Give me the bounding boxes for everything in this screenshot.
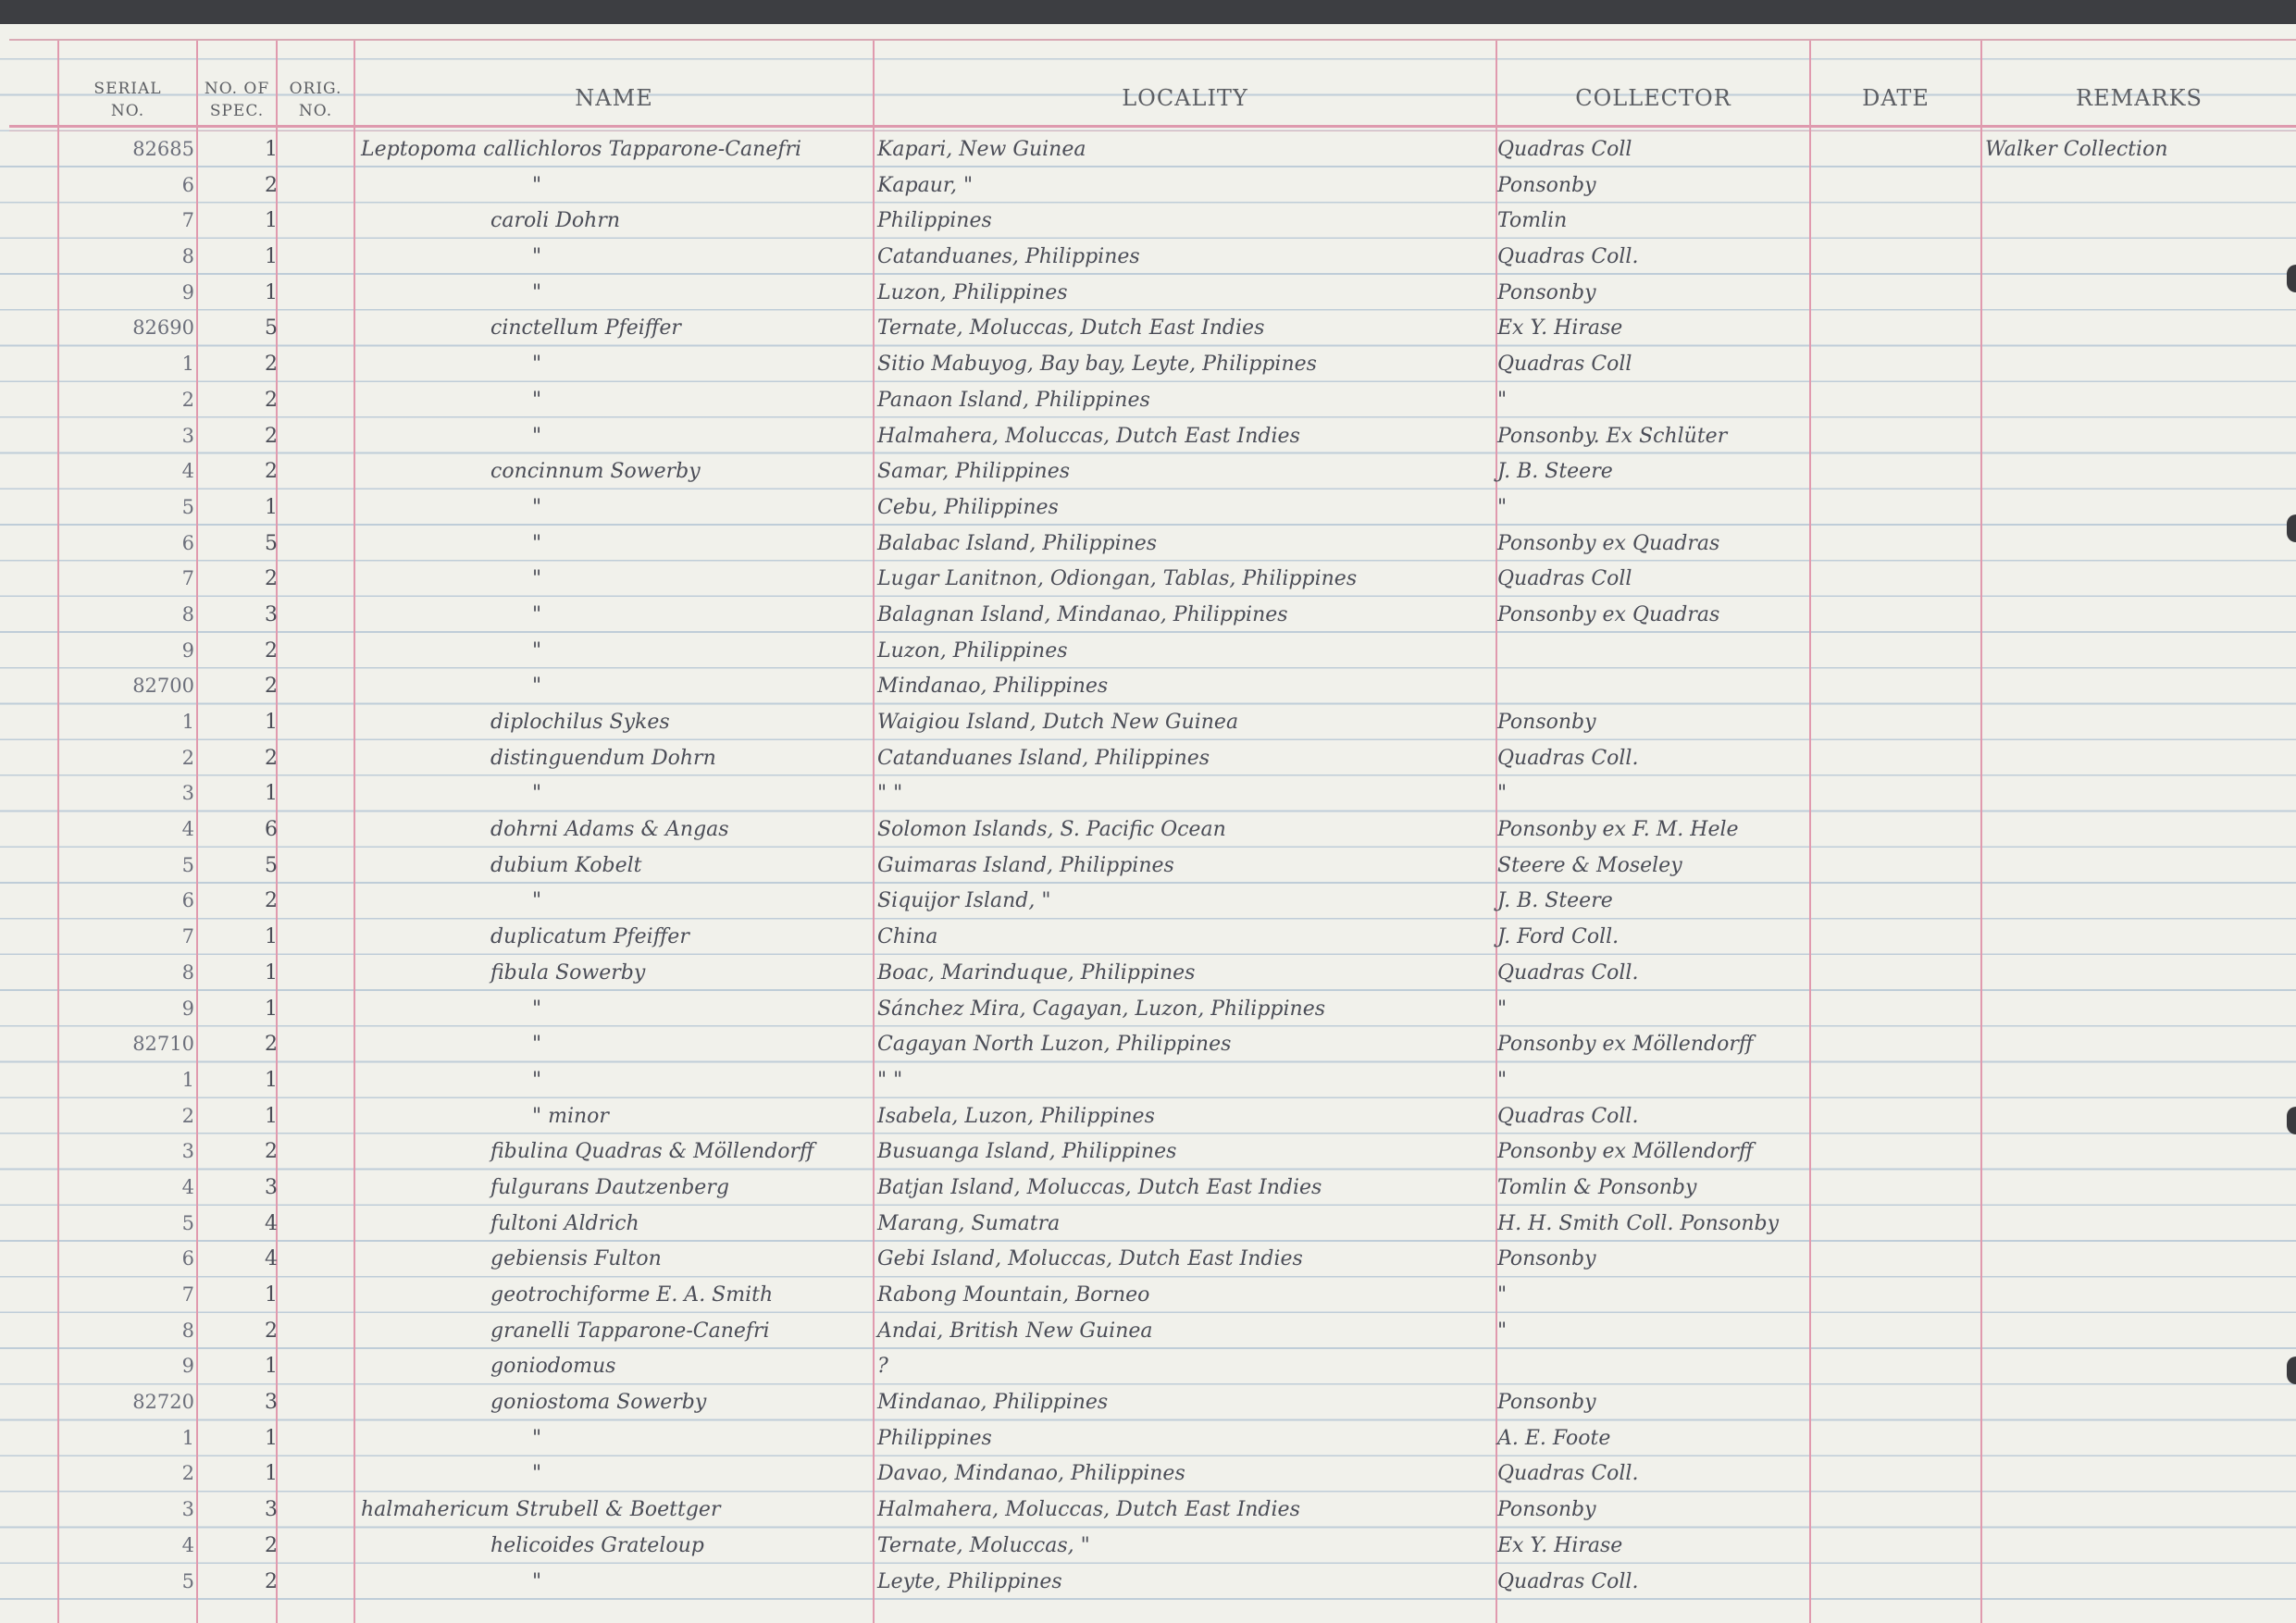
serial-cell: 82685 (132, 138, 194, 160)
spec-count-cell: 3 (265, 1498, 278, 1522)
species-name-cell: caroli Dohrn (490, 209, 621, 233)
header-serial-line1: SERIAL (93, 80, 162, 98)
sheet-top-rule (9, 39, 2296, 41)
collector-cell: Ponsonby (1497, 711, 1596, 734)
collector-cell: Ponsonby ex Möllendorff (1497, 1033, 1754, 1057)
serial-cell: 82700 (132, 675, 194, 698)
header-serial-no (59, 78, 196, 122)
table-row (0, 242, 2296, 278)
collector-cell: Quadras Coll. (1497, 960, 1639, 985)
collector-cell: Ex Y. Hirase (1497, 316, 1623, 341)
table-row (0, 600, 2296, 636)
species-name-cell: granelli Tapparone-Canefri (490, 1319, 770, 1343)
serial-cell: 6 (181, 1247, 194, 1270)
spec-count-cell: 1 (265, 782, 278, 806)
table-row (0, 636, 2296, 672)
collector-cell: Tomlin & Ponsonby (1497, 1175, 1697, 1199)
spec-count-cell: 2 (265, 567, 278, 591)
header-date: DATE (1862, 85, 1930, 111)
spec-count-cell: 1 (265, 925, 278, 949)
serial-cell: 2 (181, 1104, 194, 1127)
header-no-of-spec (198, 78, 276, 122)
serial-cell: 6 (181, 889, 194, 912)
locality-cell: Kapaur, " (877, 173, 974, 197)
spec-count-cell: 2 (265, 388, 278, 412)
serial-cell: 2 (181, 388, 194, 411)
table-row (0, 1423, 2296, 1459)
spec-count-cell: 1 (265, 280, 278, 304)
collector-cell: Quadras Coll (1497, 353, 1632, 377)
locality-cell: Luzon, Philippines (877, 638, 1068, 663)
serial-cell: 9 (181, 1355, 194, 1378)
table-row (0, 205, 2296, 242)
collector-cell: Ponsonby (1497, 1247, 1596, 1271)
spec-count-cell: 2 (265, 173, 278, 197)
locality-cell: Catanduanes Island, Philippines (877, 746, 1210, 770)
spec-count-cell: 3 (265, 602, 278, 626)
collector-cell: Quadras Coll. (1497, 1569, 1639, 1593)
table-row (0, 456, 2296, 492)
table-row (0, 349, 2296, 385)
serial-cell: 7 (181, 1283, 194, 1306)
spec-count-cell: 1 (265, 209, 278, 233)
locality-cell: Balagnan Island, Mindanao, Philippines (877, 602, 1288, 626)
spec-count-cell: 2 (265, 1140, 278, 1164)
spec-count-cell: 2 (265, 1033, 278, 1057)
locality-cell: Balabac Island, Philippines (877, 531, 1158, 555)
header-spec-line2: SPEC. (209, 102, 265, 120)
species-name-cell: " (532, 1569, 542, 1593)
collector-cell: " (1497, 997, 1508, 1021)
species-name-cell: goniodomus (490, 1355, 616, 1379)
serial-cell: 3 (181, 1140, 194, 1163)
table-row (0, 385, 2296, 421)
spec-count-cell: 2 (265, 460, 278, 484)
spec-count-cell: 2 (265, 889, 278, 913)
collector-cell: " (1497, 1068, 1508, 1092)
species-name-cell: " (532, 638, 542, 663)
collector-cell: A. E. Foote (1497, 1426, 1611, 1450)
species-name-cell: goniostoma Sowerby (490, 1391, 707, 1415)
collector-cell: Steere & Moseley (1497, 853, 1682, 877)
serial-cell: 1 (181, 353, 194, 376)
spec-count-cell: 1 (265, 1104, 278, 1128)
species-name-cell: " (532, 997, 542, 1021)
table-row (0, 922, 2296, 958)
locality-cell: Lugar Lanitnon, Odiongan, Tablas, Philippines (877, 567, 1358, 591)
spec-count-cell: 1 (265, 1068, 278, 1092)
table-row (0, 1530, 2296, 1567)
header-spec-line1: NO. OF (204, 80, 270, 98)
collector-cell: Ponsonby. Ex Schlüter (1497, 424, 1728, 448)
locality-cell: Halmahera, Moluccas, Dutch East Indies (877, 424, 1300, 448)
spec-count-cell: 2 (265, 424, 278, 448)
locality-cell: Mindanao, Philippines (877, 675, 1109, 699)
header-orig-line2: NO. (298, 102, 333, 120)
table-row (0, 1387, 2296, 1423)
serial-cell: 82720 (132, 1391, 194, 1414)
serial-cell: 3 (181, 424, 194, 447)
serial-cell: 5 (181, 495, 194, 518)
collector-cell: J. B. Steere (1497, 460, 1613, 484)
species-name-cell: " (532, 1068, 542, 1092)
table-row (0, 1136, 2296, 1172)
spec-count-cell: 1 (265, 1283, 278, 1307)
locality-cell: China (877, 925, 938, 949)
table-row (0, 1316, 2296, 1352)
spec-count-cell: 5 (265, 853, 278, 877)
locality-cell: Samar, Philippines (877, 460, 1071, 484)
species-name-cell: " (532, 424, 542, 448)
collector-cell: Ponsonby (1497, 280, 1596, 304)
collector-cell: " (1497, 1283, 1508, 1307)
species-name-cell: " (532, 388, 542, 412)
table-row (0, 850, 2296, 886)
locality-cell: Siquijor Island, " (877, 889, 1051, 913)
species-name-cell: " (532, 531, 542, 555)
serial-cell: 8 (181, 245, 194, 268)
spec-count-cell: 3 (265, 1391, 278, 1415)
table-row (0, 1244, 2296, 1280)
table-row (0, 958, 2296, 994)
table-row (0, 814, 2296, 850)
collector-cell: J. Ford Coll. (1497, 925, 1620, 949)
collector-cell: Ponsonby ex Quadras (1497, 531, 1720, 555)
locality-cell: Ternate, Moluccas, Dutch East Indies (877, 316, 1265, 341)
locality-cell: Waigiou Island, Dutch New Guinea (877, 711, 1239, 734)
spec-count-cell: 2 (265, 1319, 278, 1343)
species-name-cell: Leptopoma callichloros Tapparone-Canefri (361, 138, 802, 161)
serial-cell: 3 (181, 1498, 194, 1521)
species-name-cell: dubium Kobelt (490, 853, 642, 877)
table-row (0, 671, 2296, 707)
collector-cell: Quadras Coll. (1497, 245, 1639, 269)
table-row (0, 1494, 2296, 1530)
serial-cell: 8 (181, 602, 194, 626)
header-locality: LOCALITY (1122, 85, 1248, 111)
species-name-cell: " (532, 173, 542, 197)
species-name-cell: concinnum Sowerby (490, 460, 701, 484)
locality-cell: Halmahera, Moluccas, Dutch East Indies (877, 1498, 1300, 1522)
serial-cell: 7 (181, 209, 194, 232)
collector-cell: Ponsonby (1497, 1498, 1596, 1522)
species-name-cell: " (532, 495, 542, 519)
serial-cell: 1 (181, 711, 194, 733)
header-orig-no (278, 78, 354, 122)
collector-cell: " (1497, 495, 1508, 519)
species-name-cell: fulgurans Dautzenberg (490, 1175, 729, 1199)
serial-cell: 82690 (132, 316, 194, 340)
collector-cell: Quadras Coll. (1497, 1104, 1639, 1128)
collector-cell: Quadras Coll (1497, 567, 1632, 591)
serial-cell: 6 (181, 531, 194, 554)
locality-cell: " " (877, 1068, 903, 1092)
locality-cell: Sitio Mabuyog, Bay bay, Leyte, Philippines (877, 353, 1317, 377)
table-row (0, 421, 2296, 457)
spec-count-cell: 1 (265, 1426, 278, 1450)
species-name-cell: " (532, 782, 542, 806)
spec-count-cell: 1 (265, 138, 278, 161)
table-row (0, 134, 2296, 170)
collector-cell: Quadras Coll (1497, 138, 1632, 161)
locality-cell: ? (877, 1355, 888, 1379)
serial-cell: 4 (181, 460, 194, 483)
table-row (0, 886, 2296, 922)
collector-cell: " (1497, 1319, 1508, 1343)
table-row (0, 1101, 2296, 1137)
collector-cell: Ponsonby (1497, 1391, 1596, 1415)
species-name-cell: gebiensis Fulton (490, 1247, 662, 1271)
locality-cell: Busuanga Island, Philippines (877, 1140, 1177, 1164)
locality-cell: " " (877, 782, 903, 806)
spec-count-cell: 1 (265, 997, 278, 1021)
species-name-cell: duplicatum Pfeiffer (490, 925, 689, 949)
header-orig-line1: ORIG. (289, 80, 342, 98)
serial-cell: 4 (181, 1533, 194, 1556)
species-name-cell: " minor (532, 1104, 609, 1128)
remarks-cell: Walker Collection (1985, 138, 2168, 161)
species-name-cell: " (532, 245, 542, 269)
locality-cell: Isabela, Luzon, Philippines (877, 1104, 1155, 1128)
table-row (0, 278, 2296, 314)
spec-count-cell: 2 (265, 1569, 278, 1593)
table-row (0, 1567, 2296, 1603)
serial-cell: 9 (181, 638, 194, 662)
collector-cell: Ponsonby (1497, 173, 1596, 197)
serial-cell: 4 (181, 818, 194, 841)
serial-cell: 9 (181, 280, 194, 304)
collector-cell: Ponsonby ex Möllendorff (1497, 1140, 1754, 1164)
spec-count-cell: 5 (265, 531, 278, 555)
collector-cell: Ex Y. Hirase (1497, 1533, 1623, 1557)
spec-count-cell: 2 (265, 353, 278, 377)
serial-cell: 5 (181, 1569, 194, 1592)
header-rule-thin (9, 130, 2296, 131)
collector-cell: " (1497, 388, 1508, 412)
table-row (0, 1065, 2296, 1101)
locality-cell: Solomon Islands, S. Pacific Ocean (877, 818, 1226, 842)
spec-count-cell: 1 (265, 960, 278, 985)
locality-cell: Kapari, New Guinea (877, 138, 1086, 161)
table-row (0, 1208, 2296, 1245)
serial-cell: 3 (181, 782, 194, 805)
spec-count-cell: 1 (265, 1462, 278, 1486)
table-row (0, 1351, 2296, 1387)
header-rule (9, 125, 2296, 128)
table-row (0, 994, 2296, 1030)
serial-cell: 82710 (132, 1033, 194, 1056)
ledger-rows (0, 134, 2296, 1602)
locality-cell: Ternate, Moluccas, " (877, 1533, 1090, 1557)
serial-cell: 6 (181, 173, 194, 196)
header-collector: COLLECTOR (1575, 85, 1731, 111)
species-name-cell: cinctellum Pfeiffer (490, 316, 681, 341)
spec-count-cell: 4 (265, 1247, 278, 1271)
table-row (0, 1172, 2296, 1208)
collector-cell: Quadras Coll. (1497, 746, 1639, 770)
spec-count-cell: 2 (265, 638, 278, 663)
header-serial-line2: NO. (110, 102, 145, 120)
header-remarks: REMARKS (2076, 85, 2203, 111)
species-name-cell: " (532, 1462, 542, 1486)
locality-cell: Philippines (877, 1426, 992, 1450)
collector-cell: J. B. Steere (1497, 889, 1613, 913)
table-row (0, 313, 2296, 349)
spec-count-cell: 6 (265, 818, 278, 842)
species-name-cell: " (532, 353, 542, 377)
serial-cell: 4 (181, 1175, 194, 1198)
spec-count-cell: 5 (265, 316, 278, 341)
locality-cell: Luzon, Philippines (877, 280, 1068, 304)
collector-cell: Ponsonby ex F. M. Hele (1497, 818, 1739, 842)
spec-count-cell: 2 (265, 746, 278, 770)
table-row (0, 528, 2296, 564)
locality-cell: Guimaras Island, Philippines (877, 853, 1174, 877)
locality-cell: Cagayan North Luzon, Philippines (877, 1033, 1232, 1057)
locality-cell: Mindanao, Philippines (877, 1391, 1109, 1415)
locality-cell: Marang, Sumatra (877, 1211, 1061, 1235)
spec-count-cell: 3 (265, 1175, 278, 1199)
species-name-cell: " (532, 567, 542, 591)
serial-cell: 9 (181, 997, 194, 1020)
serial-cell: 1 (181, 1068, 194, 1091)
serial-cell: 8 (181, 960, 194, 984)
locality-cell: Batjan Island, Moluccas, Dutch East Indies (877, 1175, 1322, 1199)
locality-cell: Gebi Island, Moluccas, Dutch East Indies (877, 1247, 1303, 1271)
locality-cell: Cebu, Philippines (877, 495, 1059, 519)
serial-cell: 1 (181, 1426, 194, 1449)
serial-cell: 7 (181, 567, 194, 590)
species-name-cell: dohrni Adams & Angas (490, 818, 729, 842)
species-name-cell: " (532, 602, 542, 626)
locality-cell: Catanduanes, Philippines (877, 245, 1140, 269)
species-name-cell: " (532, 280, 542, 304)
serial-cell: 5 (181, 1211, 194, 1234)
table-row (0, 1458, 2296, 1494)
serial-cell: 2 (181, 746, 194, 769)
species-name-cell: fibulina Quadras & Möllendorff (490, 1140, 814, 1164)
table-row (0, 492, 2296, 528)
serial-cell: 7 (181, 925, 194, 948)
locality-cell: Philippines (877, 209, 992, 233)
table-row (0, 707, 2296, 743)
species-name-cell: helicoides Grateloup (490, 1533, 704, 1557)
species-name-cell: " (532, 1426, 542, 1450)
collector-cell: H. H. Smith Coll. Ponsonby (1497, 1211, 1779, 1235)
serial-cell: 8 (181, 1319, 194, 1342)
species-name-cell: distinguendum Dohrn (490, 746, 716, 770)
collector-cell: Tomlin (1497, 209, 1568, 233)
serial-cell: 2 (181, 1462, 194, 1485)
serial-cell: 5 (181, 853, 194, 876)
table-row (0, 1029, 2296, 1065)
header-name: NAME (575, 85, 653, 111)
table-row (0, 170, 2296, 206)
locality-cell: Rabong Mountain, Borneo (877, 1283, 1150, 1307)
spec-count-cell: 1 (265, 495, 278, 519)
spec-count-cell: 2 (265, 1533, 278, 1557)
spec-count-cell: 2 (265, 675, 278, 699)
spec-count-cell: 4 (265, 1211, 278, 1235)
spec-count-cell: 1 (265, 711, 278, 734)
locality-cell: Sánchez Mira, Cagayan, Luzon, Philippines (877, 997, 1326, 1021)
table-row (0, 778, 2296, 814)
table-row (0, 743, 2296, 779)
species-name-cell: fultoni Aldrich (490, 1211, 639, 1235)
collector-cell: Quadras Coll. (1497, 1462, 1639, 1486)
species-name-cell: geotrochiforme E. A. Smith (490, 1283, 774, 1307)
top-dark-band (0, 0, 2296, 24)
table-row (0, 1280, 2296, 1316)
collector-cell: " (1497, 782, 1508, 806)
species-name-cell: fibula Sowerby (490, 960, 646, 985)
locality-cell: Panaon Island, Philippines (877, 388, 1150, 412)
species-name-cell: " (532, 889, 542, 913)
spec-count-cell: 1 (265, 245, 278, 269)
locality-cell: Davao, Mindanao, Philippines (877, 1462, 1185, 1486)
species-name-cell: diplochilus Sykes (490, 711, 670, 734)
species-name-cell: halmahericum Strubell & Boettger (361, 1498, 721, 1522)
collector-cell: Ponsonby ex Quadras (1497, 602, 1720, 626)
locality-cell: Boac, Marinduque, Philippines (877, 960, 1196, 985)
locality-cell: Andai, British New Guinea (877, 1319, 1153, 1343)
species-name-cell: " (532, 675, 542, 699)
locality-cell: Leyte, Philippines (877, 1569, 1062, 1593)
table-row (0, 564, 2296, 600)
species-name-cell: " (532, 1033, 542, 1057)
spec-count-cell: 1 (265, 1355, 278, 1379)
